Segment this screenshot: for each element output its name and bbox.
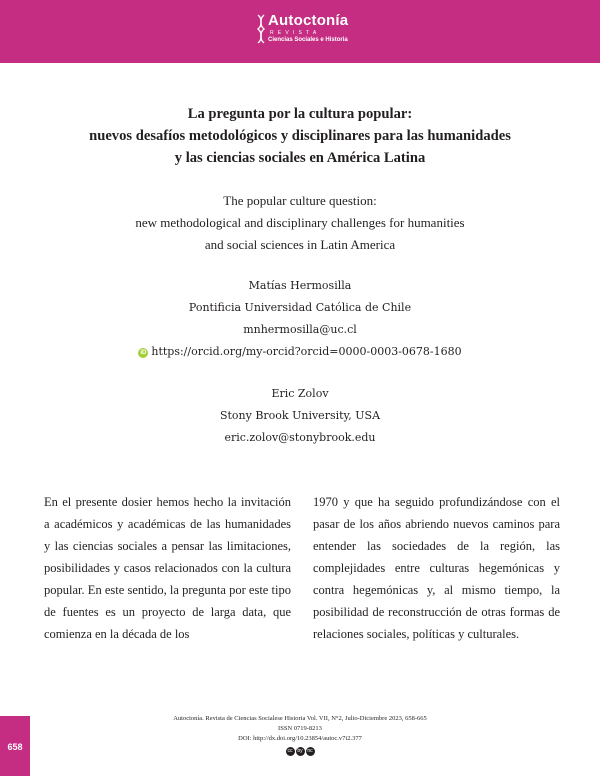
english-title xyxy=(0,190,600,256)
author-orcid[interactable] xyxy=(0,341,600,363)
body-paragraph: 1970 y que ha seguido profundizándose con el pasar de los años abriendo nuevos caminos para entender las sociedades de la región, las complejidades entre culturas hegemónicas y contra hegemónicas y, al mismo tiempo, la posibilidad de reconstrucción de otras formas de relaciones sociales, políticas y culturales. xyxy=(313,495,560,641)
footer-doi[interactable]: DOI: http://dx.doi.org/10.23854/autoc.v7i2.377 xyxy=(238,735,362,742)
dna-logo-icon xyxy=(256,14,266,44)
license-badge[interactable] xyxy=(0,745,600,756)
nc-icon: nc xyxy=(307,748,313,754)
english-title-line: new methodological and disciplinary challenges for humanities xyxy=(135,215,465,230)
spanish-title-line: La pregunta por la cultura popular: xyxy=(187,106,413,122)
orcid-icon: iD xyxy=(140,350,147,356)
spanish-title xyxy=(0,103,600,169)
english-title-line: The popular culture question: xyxy=(223,193,377,208)
body-column-right xyxy=(313,491,560,645)
author-name: Matías Hermosilla xyxy=(248,279,352,292)
author-affiliation: Stony Brook University, USA xyxy=(219,409,381,422)
footer-citation: Autoctonía. Revista de Ciencias Socialese Historia Vol. VII, N°2, Julio-Diciembre 2023, 658-665 xyxy=(173,715,427,722)
journal-subtitle: Ciencias Sociales e Historia xyxy=(268,37,348,43)
page-footer xyxy=(0,714,600,756)
journal-revista-label: REVISTA xyxy=(270,30,321,36)
author-block-2 xyxy=(0,383,600,449)
spanish-title-line: y las ciencias sociales en América Latina xyxy=(174,150,426,166)
journal-header xyxy=(0,0,600,63)
by-icon: by xyxy=(297,748,303,754)
author-email[interactable]: eric.zolov@stonybrook.edu xyxy=(224,431,376,444)
cc-icon: cc xyxy=(287,748,293,754)
author-orcid-link[interactable]: https://orcid.org/my-orcid?orcid=0000-0003-0678-1680 xyxy=(151,345,462,358)
body-column-left xyxy=(44,491,291,645)
body-paragraph: En el presente dosier hemos hecho la invitación a académicos y académicas de las humanidades y las ciencias sociales a pensar las limitaciones, posibilidades y casos relacionados con la cultura popular. En este sentido, la pregunta por este tipo de fuentes es un proyecto de larga data, que comienza en la década de los xyxy=(44,495,291,641)
page-number-tab xyxy=(0,716,30,776)
author-block-1 xyxy=(0,275,600,363)
author-email[interactable]: mnhermosilla@uc.cl xyxy=(243,323,357,336)
author-affiliation: Pontificia Universidad Católica de Chile xyxy=(188,301,412,314)
footer-issn: ISSN 0719-8213 xyxy=(278,725,322,732)
author-name: Eric Zolov xyxy=(271,387,329,400)
spanish-title-line: nuevos desafíos metodológicos y disciplinares para las humanidades xyxy=(89,128,511,144)
page-number: 658 xyxy=(7,742,23,752)
journal-brand: Autoctonía xyxy=(268,12,349,29)
english-title-line: and social sciences in Latin America xyxy=(204,237,396,252)
